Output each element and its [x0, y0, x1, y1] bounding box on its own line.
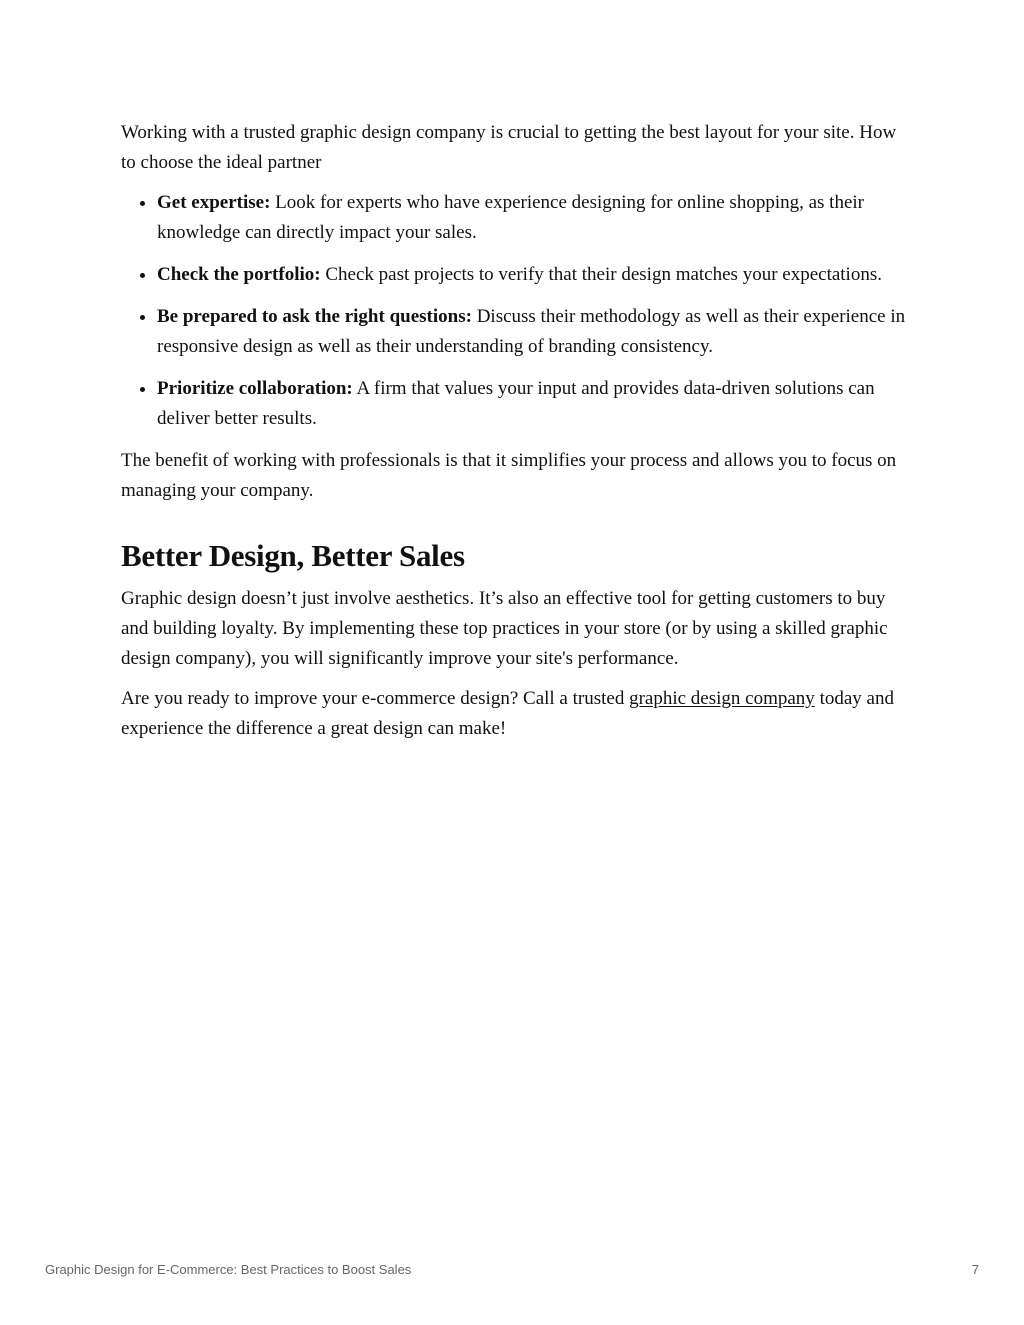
list-item	[157, 260, 911, 290]
list-item	[157, 374, 911, 434]
graphic-design-company-link[interactable]: graphic design company	[629, 688, 815, 709]
cta-text-after: today and experience the difference a great design can make!	[121, 688, 894, 739]
section-paragraph: Graphic design doesn’t just involve aesthetics. It’s also an effective tool for getting customers to buy and building loyalty. By implementing these top practices in your store (or by using a skilled graphic design company), you will significantly improve your site's performance.	[121, 588, 888, 669]
tip-body: Look for experts who have experience designing for online shopping, as their knowledge can directly impact your sales.	[157, 192, 865, 243]
tips-list	[121, 188, 911, 434]
section-heading: Better Design, Better Sales	[121, 538, 465, 573]
tip-body: Check past projects to verify that their design matches your expectations.	[320, 264, 882, 285]
tip-body: A firm that values your input and provides data-driven solutions can deliver better results.	[157, 378, 875, 429]
tip-title: Get expertise:	[157, 192, 271, 213]
cta-paragraph	[121, 684, 911, 744]
list-item	[157, 302, 911, 362]
intro-paragraph: Working with a trusted graphic design company is crucial to getting the best layout for your site. How to choose the ideal partner	[121, 122, 897, 173]
list-item	[157, 188, 911, 248]
tip-title: Be prepared to ask the right questions:	[157, 306, 472, 327]
tip-title: Prioritize collaboration:	[157, 378, 353, 399]
page-number: 7	[971, 1262, 979, 1277]
cta-text-before: Are you ready to improve your e-commerce design? Call a trusted	[121, 688, 630, 709]
tip-title: Check the portfolio:	[157, 264, 321, 285]
tip-body: Discuss their methodology as well as their experience in responsive design as well as their understanding of branding consistency.	[157, 306, 906, 357]
document-body	[121, 118, 911, 754]
page-footer	[45, 1262, 979, 1277]
footer-title: Graphic Design for E-Commerce: Best Practices to Boost Sales	[45, 1262, 412, 1277]
benefit-paragraph: The benefit of working with professionals is that it simplifies your process and allows you to focus on managing your company.	[121, 450, 897, 501]
